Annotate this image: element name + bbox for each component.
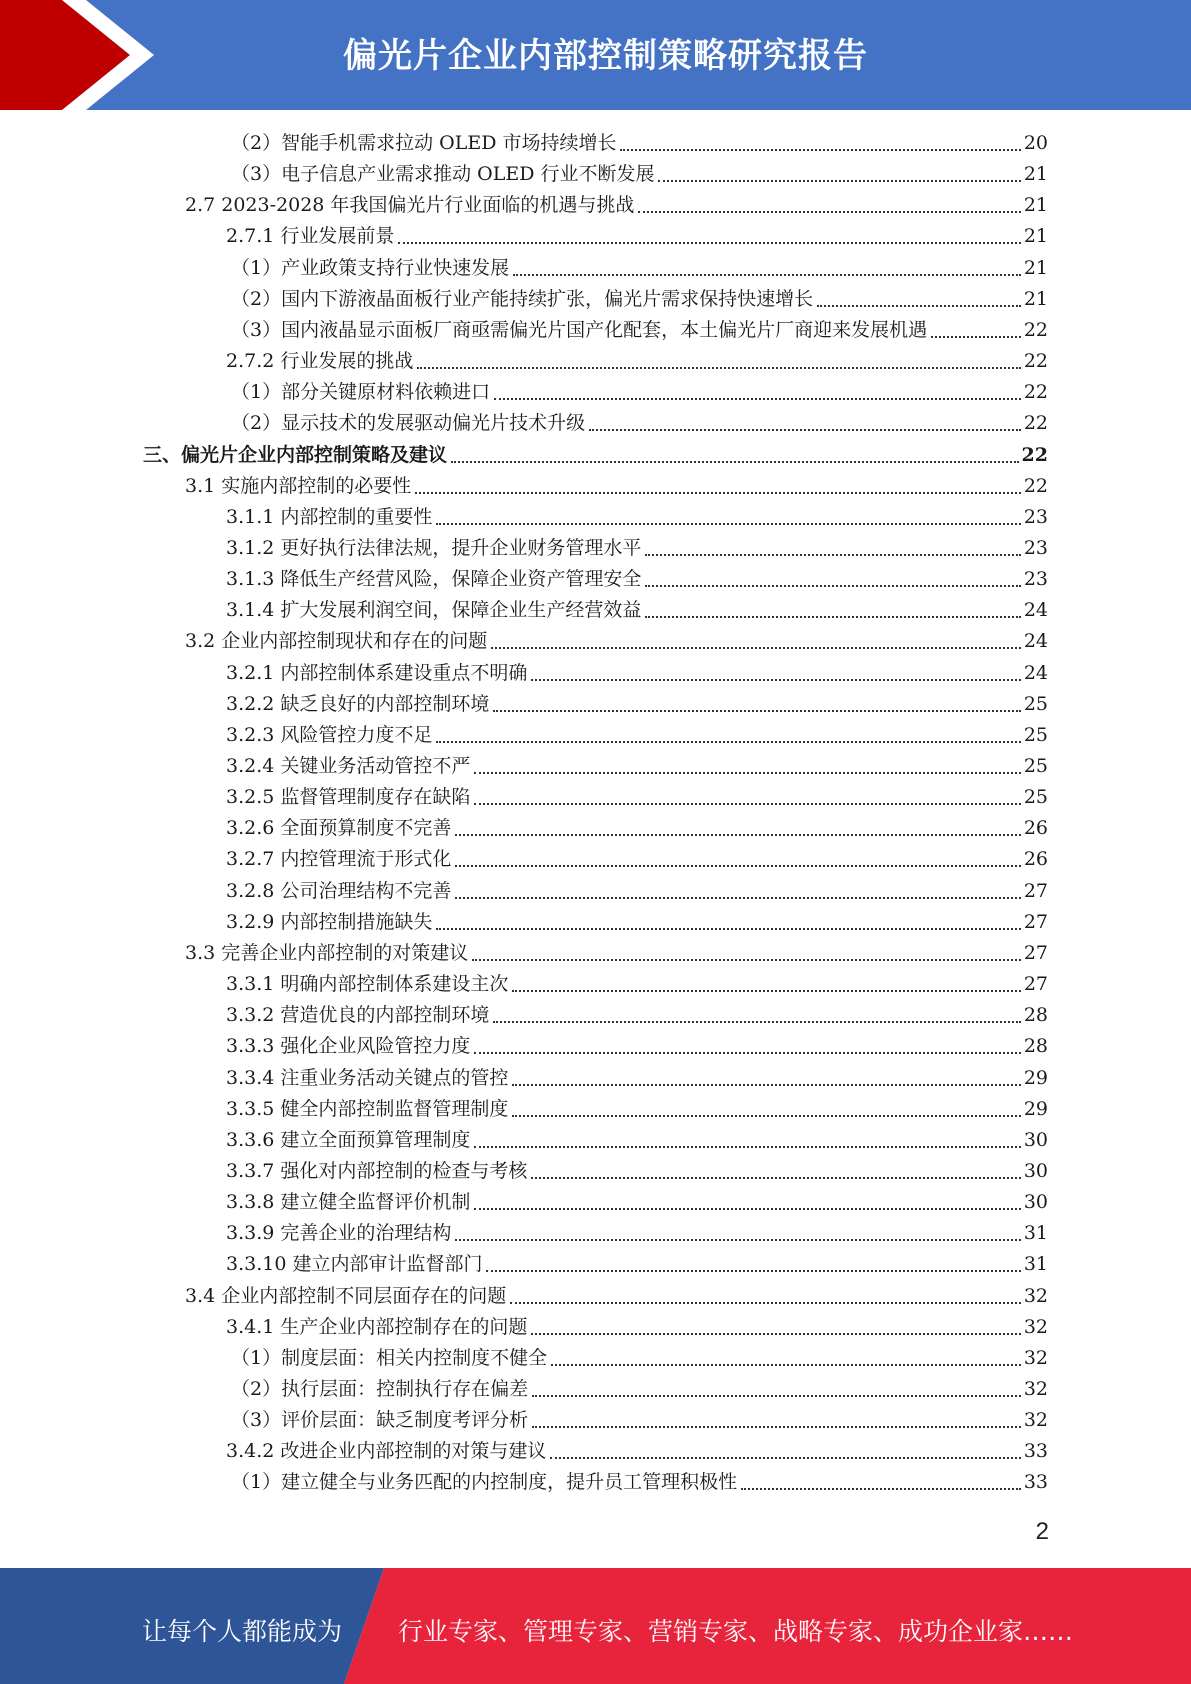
toc-entry[interactable]: [226, 689, 1048, 720]
toc-entry-page: 26: [1023, 848, 1048, 871]
toc-dot-leader: [510, 1302, 1021, 1304]
toc-entry-title: 3.4.1 生产企业内部控制存在的问题: [226, 1315, 528, 1338]
toc-entry-page: 22: [1023, 350, 1048, 373]
toc-entry-page: 21: [1023, 256, 1048, 279]
toc-entry[interactable]: [226, 1187, 1048, 1218]
toc-entry[interactable]: [226, 876, 1048, 907]
toc-entry[interactable]: [185, 1281, 1048, 1312]
toc-entry[interactable]: [231, 408, 1048, 439]
toc-dot-leader: [513, 274, 1021, 276]
toc-entry-title: （2）国内下游液晶面板行业产能持续扩张，偏光片需求保持快速增长: [231, 287, 814, 310]
toc-entry[interactable]: [226, 502, 1048, 533]
toc-entry-title: （1）部分关键原材料依赖进口: [231, 381, 491, 404]
toc-entry-page: 30: [1023, 1128, 1048, 1151]
toc-dot-leader: [493, 1021, 1020, 1023]
toc-entry[interactable]: [226, 595, 1048, 626]
toc-entry-title: 2.7 2023-2028 年我国偏光片行业面临的机遇与挑战: [185, 194, 635, 217]
toc-entry-title: 3.1 实施内部控制的必要性: [185, 474, 412, 497]
toc-dot-leader: [455, 834, 1020, 836]
toc-entry-page: 22: [1021, 443, 1048, 466]
toc-entry-title: 3.3.7 强化对内部控制的检查与考核: [226, 1159, 528, 1182]
toc-dot-leader: [512, 990, 1020, 992]
toc-entry-title: （2）显示技术的发展驱动偏光片技术升级: [231, 412, 586, 435]
toc-entry-page: 29: [1023, 1097, 1048, 1120]
toc-entry-title: 3.3.3 强化企业风险管控力度: [226, 1035, 471, 1058]
toc-entry-page: 23: [1023, 536, 1048, 559]
toc-entry-page: 24: [1023, 599, 1048, 622]
toc-dot-leader: [474, 1146, 1020, 1148]
toc-entry-title: （1）建立健全与业务匹配的内控制度，提升员工管理积极性: [231, 1471, 738, 1494]
toc-entry-title: 3.2.2 缺乏良好的内部控制环境: [226, 692, 490, 715]
toc-entry-title: 3.3.10 建立内部审计监督部门: [226, 1253, 483, 1276]
toc-dot-leader: [436, 523, 1020, 525]
toc-dot-leader: [931, 336, 1021, 338]
toc-entry[interactable]: [185, 190, 1048, 221]
toc-dot-leader: [532, 1395, 1021, 1397]
toc-dot-leader: [532, 1426, 1021, 1428]
toc-entry-page: 24: [1023, 630, 1048, 653]
toc-entry-title: （2）智能手机需求拉动 OLED 市场持续增长: [231, 132, 617, 154]
toc-dot-leader: [451, 461, 1019, 463]
toc-entry-title: （2）执行层面：控制执行存在偏差: [231, 1378, 529, 1400]
toc-entry[interactable]: [226, 907, 1048, 938]
toc-entry-title: 3.2.9 内部控制措施缺失: [226, 910, 433, 933]
toc-entry-page: 23: [1023, 505, 1048, 528]
toc-entry[interactable]: [231, 315, 1048, 346]
toc-entry-page: 21: [1023, 287, 1048, 310]
toc-entry-page: 32: [1023, 1315, 1048, 1338]
toc-dot-leader: [474, 1208, 1020, 1210]
toc-entry-title: 3.3.6 建立全面预算管理制度: [226, 1128, 471, 1151]
toc-dot-leader: [436, 928, 1020, 930]
toc-entry-page: 33: [1023, 1471, 1048, 1494]
toc-entry[interactable]: [226, 969, 1048, 1000]
toc-dot-leader: [491, 647, 1021, 649]
toc-dot-leader: [472, 959, 1021, 961]
toc-dot-leader: [474, 1052, 1020, 1054]
footer-slogan-left: 让每个人都能成为: [142, 1617, 343, 1646]
toc-entry[interactable]: [226, 1094, 1048, 1125]
toc-entry-page: 33: [1023, 1440, 1048, 1463]
toc-entry-page: 25: [1023, 723, 1048, 746]
toc-entry-title: 3.2.8 公司治理结构不完善: [226, 879, 452, 902]
toc-entry[interactable]: [185, 471, 1048, 502]
toc-entry-title: 3.3.9 完善企业的治理结构: [226, 1222, 452, 1245]
toc-entry-title: 3.3.8 建立健全监督评价机制: [226, 1191, 471, 1214]
toc-entry-page: 23: [1023, 568, 1048, 591]
toc-dot-leader: [589, 429, 1021, 431]
toc-entry-title: （3）电子信息产业需求推动 OLED 行业不断发展: [231, 163, 655, 186]
toc-entry[interactable]: [231, 1343, 1048, 1374]
toc-entry[interactable]: [231, 284, 1048, 315]
toc-entry-title: （3）国内液晶显示面板厂商亟需偏光片国产化配套，本土偏光片厂商迎来发展机遇: [231, 318, 928, 341]
toc-entry-page: 25: [1023, 786, 1048, 809]
toc-entry[interactable]: [226, 221, 1048, 252]
toc-dot-leader: [531, 679, 1020, 681]
toc-entry-title: 2.7.1 行业发展前景: [226, 225, 395, 248]
report-title: 偏光片企业内部控制策略研究报告: [343, 36, 868, 76]
toc-entry[interactable]: [143, 440, 1048, 471]
toc-entry-title: 3.2.7 内控管理流于形式化: [226, 848, 452, 871]
toc-entry-page: 26: [1023, 817, 1048, 840]
toc-entry-title: 3.1.3 降低生产经营风险，保障企业资产管理安全: [226, 568, 642, 591]
toc-entry-title: 3.2.6 全面预算制度不完善: [226, 817, 452, 840]
toc-entry-page: 22: [1023, 412, 1048, 435]
toc-entry-title: 3.3.4 注重业务活动关键点的管控: [226, 1066, 509, 1089]
toc-entry[interactable]: [226, 751, 1048, 782]
toc-entry-page: 29: [1023, 1066, 1048, 1089]
toc-entry-page: 25: [1023, 755, 1048, 777]
toc-entry-page: 32: [1023, 1284, 1048, 1307]
toc-entry[interactable]: [226, 533, 1048, 564]
toc-entry-title: 3.2.3 风险管控力度不足: [226, 723, 433, 746]
toc-entry-title: 3.2.4 关键业务活动管控不严: [226, 755, 471, 777]
toc-entry-title: 3.3.5 健全内部控制监督管理制度: [226, 1097, 509, 1120]
toc-dot-leader: [531, 1177, 1020, 1179]
toc-dot-leader: [551, 1364, 1021, 1366]
toc-dot-leader: [493, 710, 1020, 712]
page-header: [0, 0, 1191, 110]
toc-entry[interactable]: [226, 1218, 1048, 1249]
toc-entry-page: 21: [1023, 194, 1048, 217]
toc-entry-page: 31: [1023, 1222, 1048, 1245]
toc-dot-leader: [531, 1333, 1020, 1335]
toc-dot-leader: [512, 1084, 1020, 1086]
toc-entry[interactable]: [226, 1249, 1048, 1280]
toc-entry-title: 3.3.1 明确内部控制体系建设主次: [226, 973, 509, 996]
toc-dot-leader: [512, 1115, 1020, 1117]
toc-entry[interactable]: [226, 782, 1048, 813]
toc-entry[interactable]: [226, 346, 1048, 377]
toc-dot-leader: [658, 180, 1020, 182]
toc-entry-page: 31: [1023, 1253, 1048, 1276]
toc-entry-page: 27: [1023, 879, 1048, 902]
toc-entry[interactable]: [226, 720, 1048, 751]
page-number: 2: [1035, 1518, 1049, 1545]
toc-entry[interactable]: [226, 1000, 1048, 1031]
toc-entry[interactable]: [226, 1063, 1048, 1094]
toc-dot-leader: [550, 1457, 1020, 1459]
toc-entry-page: 28: [1023, 1035, 1048, 1058]
toc-entry[interactable]: [231, 1374, 1048, 1405]
toc-dot-leader: [645, 554, 1020, 556]
toc-entry-page: 27: [1023, 941, 1048, 964]
toc-dot-leader: [817, 305, 1021, 307]
toc-dot-leader: [486, 1270, 1020, 1272]
toc-entry[interactable]: [226, 564, 1048, 595]
toc-entry[interactable]: [231, 377, 1048, 408]
toc-dot-leader: [398, 242, 1020, 244]
toc-entry-title: 3.2 企业内部控制现状和存在的问题: [185, 630, 488, 653]
toc-entry-page: 30: [1023, 1191, 1048, 1214]
toc-dot-leader: [417, 367, 1020, 369]
toc-entry-page: 28: [1023, 1004, 1048, 1027]
toc-entry-page: 32: [1023, 1346, 1048, 1369]
toc-entry[interactable]: [185, 938, 1048, 969]
toc-entry-page: 32: [1023, 1409, 1048, 1432]
toc-entry-title: 3.2.1 内部控制体系建设重点不明确: [226, 661, 528, 684]
toc-entry-page: 24: [1023, 661, 1048, 684]
toc-entry[interactable]: [226, 844, 1048, 875]
toc-entry-title: 3.3.2 营造优良的内部控制环境: [226, 1004, 490, 1027]
toc-dot-leader: [455, 865, 1020, 867]
toc-entry-page: 22: [1023, 381, 1048, 404]
toc-entry-page: 22: [1023, 318, 1048, 341]
toc-dot-leader: [455, 1239, 1020, 1241]
toc-entry[interactable]: [226, 813, 1048, 844]
toc-entry[interactable]: [226, 658, 1048, 689]
toc-entry[interactable]: [226, 1156, 1048, 1187]
toc-entry[interactable]: [231, 1467, 1048, 1498]
toc-entry-title: 3.1.2 更好执行法律法规，提升企业财务管理水平: [226, 536, 642, 559]
toc-entry-page: 27: [1023, 973, 1048, 996]
toc-entry-title: 3.1.4 扩大发展利润空间，保障企业生产经营效益: [226, 599, 642, 622]
toc-entry-title: 3.3 完善企业内部控制的对策建议: [185, 941, 469, 964]
toc-dot-leader: [474, 772, 1020, 774]
footer-slogan-right: 行业专家、管理专家、营销专家、战略专家、成功企业家……: [398, 1617, 1074, 1646]
toc-entry[interactable]: [226, 1031, 1048, 1062]
toc-dot-leader: [494, 398, 1021, 400]
toc-entry-title: 2.7.2 行业发展的挑战: [226, 350, 414, 373]
toc-dot-leader: [455, 897, 1020, 899]
toc-entry[interactable]: [226, 1125, 1048, 1156]
toc-entry-title: 三、偏光片企业内部控制策略及建议: [143, 443, 448, 466]
toc-entry[interactable]: [231, 159, 1048, 190]
toc-entry[interactable]: [231, 253, 1048, 284]
toc-entry-page: 25: [1023, 692, 1048, 715]
toc-dot-leader: [645, 616, 1020, 618]
toc-dot-leader: [645, 585, 1020, 587]
toc-entry-title: （3）评价层面：缺乏制度考评分析: [231, 1409, 529, 1432]
toc-entry[interactable]: [226, 1312, 1048, 1343]
toc-entry-title: 3.4 企业内部控制不同层面存在的问题: [185, 1284, 507, 1307]
toc-dot-leader: [741, 1488, 1021, 1490]
toc-dot-leader: [474, 803, 1020, 805]
toc-dot-leader: [436, 741, 1020, 743]
toc-entry-page: 21: [1023, 163, 1048, 186]
toc-entry-page: 32: [1023, 1378, 1048, 1400]
toc-entry[interactable]: [231, 1405, 1048, 1436]
toc-entry[interactable]: [185, 626, 1048, 657]
toc-entry[interactable]: [231, 128, 1048, 159]
toc-entry-page: 20: [1023, 132, 1048, 154]
toc-entry-title: 3.4.2 改进企业内部控制的对策与建议: [226, 1440, 547, 1463]
toc-entry-page: 22: [1023, 474, 1048, 497]
toc-entry-page: 30: [1023, 1159, 1048, 1182]
toc-entry-page: 21: [1023, 225, 1048, 248]
toc-dot-leader: [620, 149, 1020, 151]
toc-dot-leader: [638, 211, 1020, 213]
toc-dot-leader: [415, 492, 1021, 494]
toc-entry-title: （1）制度层面：相关内控制度不健全: [231, 1346, 548, 1369]
toc-entry[interactable]: [226, 1436, 1048, 1467]
toc-entry-title: 3.1.1 内部控制的重要性: [226, 505, 433, 528]
toc-entry-title: （1）产业政策支持行业快速发展: [231, 256, 510, 279]
toc-entry-title: 3.2.5 监督管理制度存在缺陷: [226, 786, 471, 809]
toc-entry-page: 27: [1023, 910, 1048, 933]
